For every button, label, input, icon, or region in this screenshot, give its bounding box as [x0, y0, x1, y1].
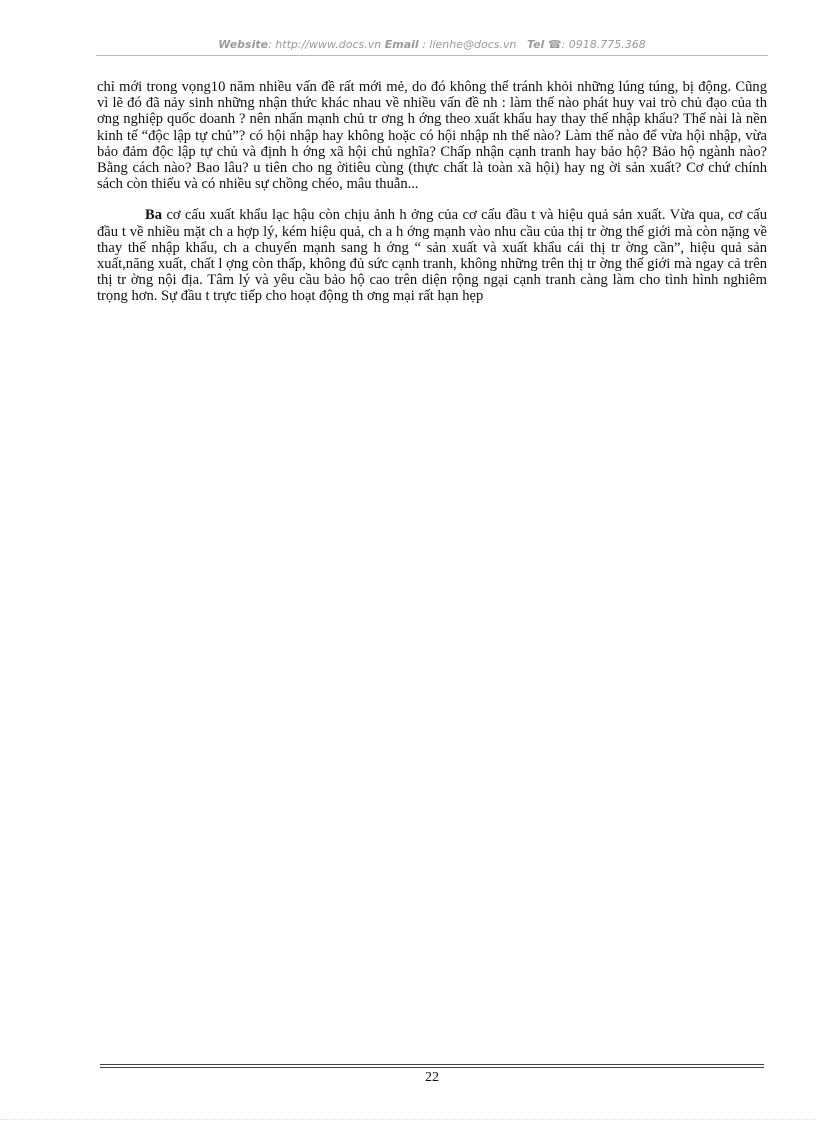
document-body: [97, 79, 767, 305]
paragraph-2: [97, 207, 767, 304]
paragraph-2-lead: Ba: [145, 207, 163, 224]
website-label: Website: [218, 38, 269, 51]
tel-label: Tel: [526, 38, 545, 51]
phone-icon: ☎: [547, 38, 562, 51]
page-number: 22: [425, 1070, 439, 1085]
email-label: Email: [384, 38, 419, 51]
footer-divider-top: [100, 1064, 764, 1065]
website-value: : http://www.docs.vn: [268, 38, 382, 51]
tel-value: : 0918.775.368: [561, 38, 646, 51]
email-value: : lienhe@docs.vn: [418, 38, 517, 51]
page-header: [96, 38, 768, 51]
paragraph-2-text: cơ cấu xuất khẩu lạc hậu còn chịu ảnh h ởng của cơ cấu đầu t và hiệu quả sản xuất. Vừa qua, cơ cấu đầu t về nhiều mặt ch a hợp lý, kém hiệu quả, ch a h ớng mạnh vào nhu cầu của thị tr ờng thế giới mà còn nặng về thay thế nhập khẩu, ch a chuyển mạnh sang h ớng “ sản xuất và xuất khẩu cái thị tr ờng cần”, hiệu quả sản xuất,năng xuất, chất l ợng còn thấp, không đủ sức cạnh tranh, không những trên thị tr ờng thế giới mà ngay cả trên thị tr ờng nội địa. Tâm lý và yêu cầu bảo hộ cao trên diện rộng ngại cạnh tranh càng làm cho tình hình nghiêm trọng hơn. Sự đầu t trực tiếp cho hoạt động th ơng mại rất hạn hẹp: [97, 207, 767, 305]
footer-divider-bottom: [100, 1067, 764, 1068]
page-edge-dots: [0, 1119, 816, 1120]
paragraph-1: chỉ mới trong vọng10 năm nhiều vấn đề rất mới mẻ, do đó không thể tránh khỏi những lúng túng, bị động. Cũng vì lẽ đó đã nảy sinh những nhận thức khác nhau về nhiều vấn đề nh : làm thế nào phát huy vai trò chủ đạo của th ơng nghiệp quốc doanh ? nên nhấn mạnh chủ tr ơng h ớng theo xuất khẩu hay thay thế nhập khẩu? Thế nài là nền kinh tế “độc lập tự chủ”? có hội nhập hay không hoặc có hội nhập nh thế nào? Làm thế nào để vừa hội nhập, vừa bảo đảm độc lập tự chủ và định h ớng xã hội chủ nghĩa? Chấp nhận cạnh tranh hay bảo hộ? Bảo hộ ngành nào? Bằng cách nào? Bao lâu? u tiên cho ng ờitiêu cùng (thực chất là toàn xã hội) hay ng ời sản xuất? Cơ chứ chính sách còn thiếu và có nhiều sự chồng chéo, mâu thuẫn...: [97, 79, 767, 193]
header-divider: [96, 55, 768, 56]
